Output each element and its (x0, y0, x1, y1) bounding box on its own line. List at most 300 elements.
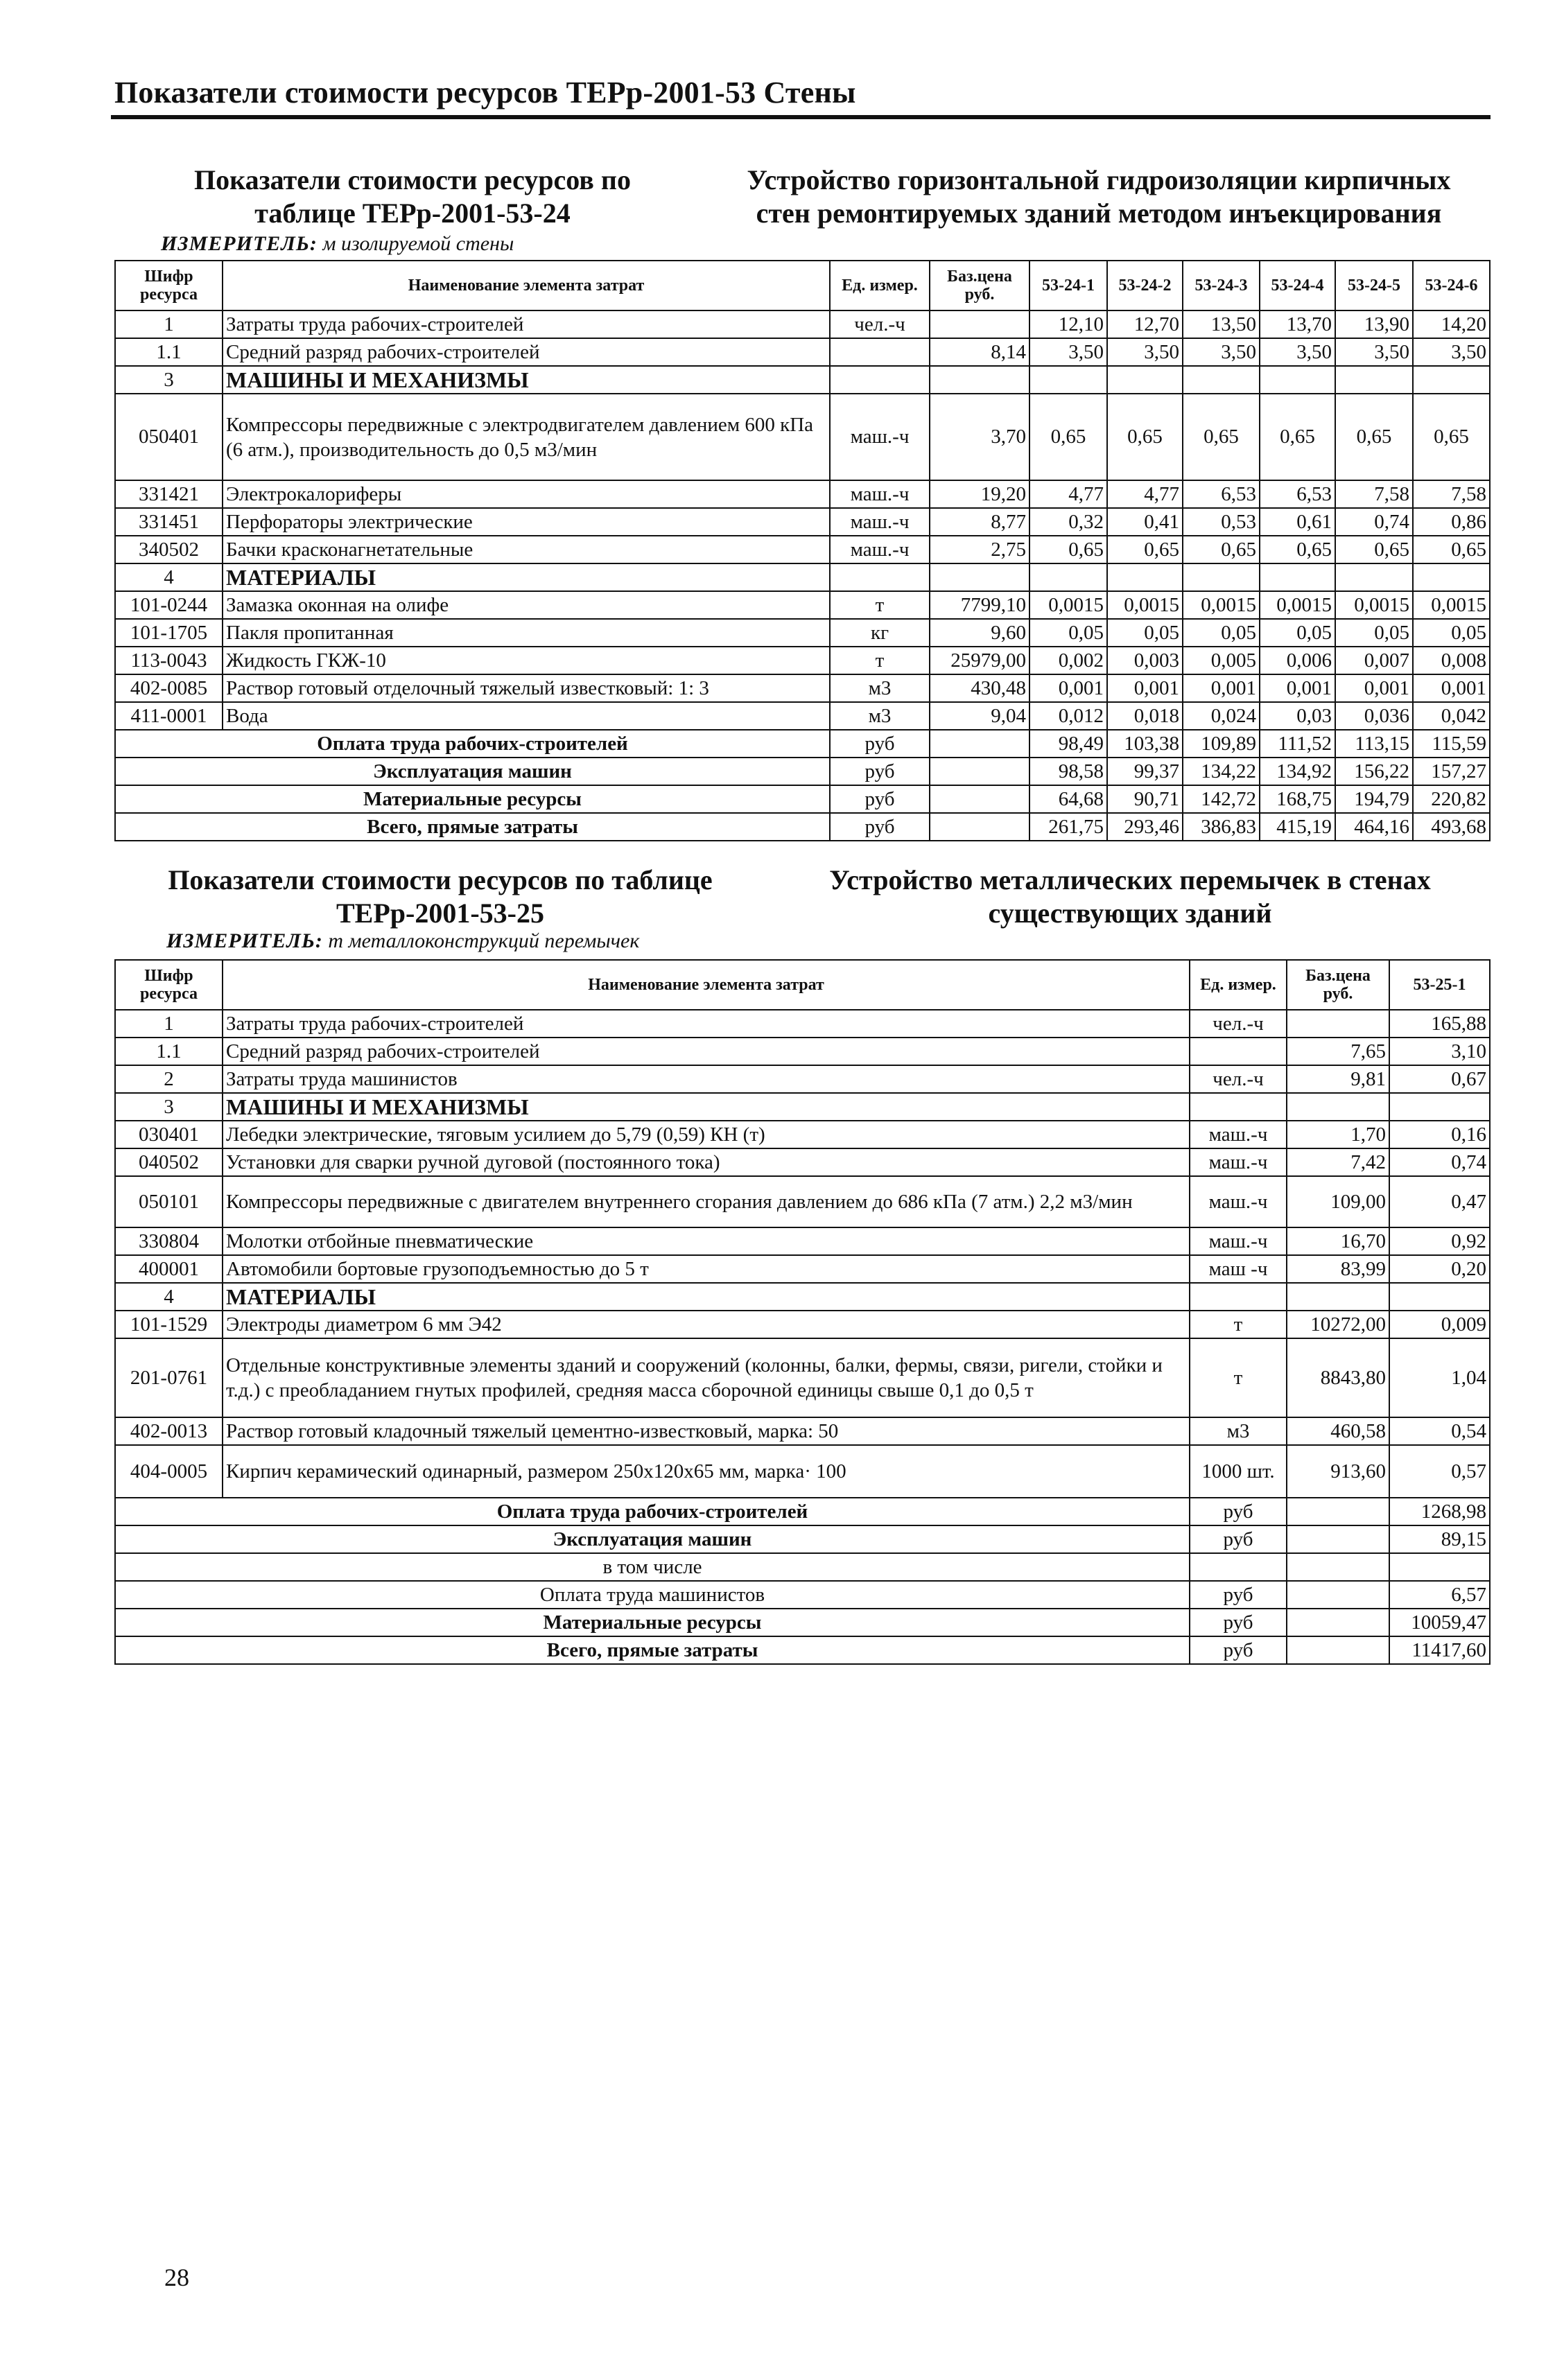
unit-cell (1190, 1553, 1287, 1581)
base-price: 9,04 (930, 702, 1029, 730)
table2-row (115, 1445, 1490, 1498)
empty-cell (1413, 563, 1490, 591)
empty-cell (1287, 1283, 1389, 1311)
section1-title-right-line1: Устройство горизонтальной гидроизоляции кирпичных (747, 164, 1451, 195)
base-price: 7,42 (1287, 1148, 1389, 1176)
section2-title-left-line1: Показатели стоимости ресурсов по таблице (168, 864, 713, 895)
value-53-24-4: 111,52 (1260, 730, 1335, 758)
value-53-24-5: 7,58 (1335, 480, 1413, 508)
table2-summary-row (115, 1525, 1490, 1553)
value-53-24-2: 0,65 (1107, 394, 1183, 480)
table2-col-price: Баз.цена руб. (1287, 960, 1389, 1010)
summary-label: Материальные ресурсы (115, 1609, 1190, 1636)
base-price: 16,70 (1287, 1227, 1389, 1255)
resource-name: Отдельные конструктивные элементы зданий и сооружений (колонны, балки, фермы, связи, ригели, стойки и т.д.) с преобладанием гнутых профилей, средняя масса сборочной единицы свыше 0,1 до 0,5 т (223, 1338, 1190, 1417)
value-53-25-1: 6,57 (1389, 1581, 1490, 1609)
section2-measure (166, 929, 639, 953)
table2-row (115, 1176, 1490, 1227)
value-53-24-3: 6,53 (1183, 480, 1260, 508)
resource-code: 101-1705 (115, 619, 223, 647)
value-53-25-1: 11417,60 (1389, 1636, 1490, 1664)
resource-code: 330804 (115, 1227, 223, 1255)
value-53-25-1: 0,16 (1389, 1121, 1490, 1148)
resource-code: 1 (115, 310, 223, 338)
empty-cell (1190, 1283, 1287, 1311)
resource-code: 411-0001 (115, 702, 223, 730)
base-price (1287, 1609, 1389, 1636)
base-price (1287, 1553, 1389, 1581)
section1-measure (161, 232, 514, 256)
value-53-24-6: 0,05 (1413, 619, 1490, 647)
value-53-24-1: 0,0015 (1029, 591, 1107, 619)
table1-row (115, 647, 1490, 674)
summary-label: Материальные ресурсы (115, 785, 830, 813)
unit-cell: руб (1190, 1636, 1287, 1664)
resource-name: Раствор готовый кладочный тяжелый цементно-известковый, марка: 50 (223, 1417, 1190, 1445)
table2-row (115, 1553, 1490, 1581)
value-53-24-5: 113,15 (1335, 730, 1413, 758)
resource-code: 101-0244 (115, 591, 223, 619)
base-price: 913,60 (1287, 1445, 1389, 1498)
section1-title-right (700, 164, 1497, 230)
empty-cell (1190, 1093, 1287, 1121)
table1-col-53-24-4: 53-24-4 (1260, 261, 1335, 310)
table1-col-price: Баз.цена руб. (930, 261, 1029, 310)
base-price (1287, 1525, 1389, 1553)
base-price: 430,48 (930, 674, 1029, 702)
resource-name: Жидкость ГКЖ-10 (223, 647, 830, 674)
table2-summary-row (115, 1609, 1490, 1636)
empty-cell (1029, 366, 1107, 394)
value-53-24-4: 0,61 (1260, 508, 1335, 536)
resource-code: 2 (115, 1065, 223, 1093)
table2-row (115, 1417, 1490, 1445)
summary-label: Всего, прямые затраты (115, 813, 830, 841)
table1-summary-row (115, 758, 1490, 785)
base-price: 3,70 (930, 394, 1029, 480)
value-53-24-3: 0,001 (1183, 674, 1260, 702)
empty-cell (830, 563, 930, 591)
value-53-24-1: 3,50 (1029, 338, 1107, 366)
table2-section-row (115, 1093, 1490, 1121)
table2-col-unit: Ед. измер. (1190, 960, 1287, 1010)
value-53-24-5: 0,65 (1335, 536, 1413, 563)
value-53-24-5: 0,05 (1335, 619, 1413, 647)
empty-cell (930, 730, 1029, 758)
resource-name: Компрессоры передвижные с электродвигателем давлением 600 кПа (6 атм.), производительность до 0,5 м3/мин (223, 394, 830, 480)
resource-name: Электроды диаметром 6 мм Э42 (223, 1311, 1190, 1338)
value-53-25-1: 0,009 (1389, 1311, 1490, 1338)
value-53-24-1: 98,58 (1029, 758, 1107, 785)
value-53-24-3: 0,65 (1183, 394, 1260, 480)
resource-code: 113-0043 (115, 647, 223, 674)
section1-title-left-line1: Показатели стоимости ресурсов по (194, 164, 631, 195)
resource-code: 4 (115, 563, 223, 591)
resource-name: Бачки красконагнетательные (223, 536, 830, 563)
empty-cell (1287, 1093, 1389, 1121)
table1-row (115, 508, 1490, 536)
value-53-24-2: 12,70 (1107, 310, 1183, 338)
value-53-24-2: 0,05 (1107, 619, 1183, 647)
empty-cell (1107, 563, 1183, 591)
summary-label: Эксплуатация машин (115, 758, 830, 785)
value-53-24-3: 109,89 (1183, 730, 1260, 758)
base-price: 9,81 (1287, 1065, 1389, 1093)
resource-table-53-24 (114, 260, 1491, 841)
resource-code: 3 (115, 366, 223, 394)
value-53-24-3: 0,65 (1183, 536, 1260, 563)
value-53-24-2: 0,41 (1107, 508, 1183, 536)
value-53-24-6: 220,82 (1413, 785, 1490, 813)
section1-measure-value: м изолируемой стены (322, 232, 514, 255)
table2-row (115, 1065, 1490, 1093)
value-53-24-3: 0,024 (1183, 702, 1260, 730)
value-53-24-3: 3,50 (1183, 338, 1260, 366)
empty-cell (1029, 563, 1107, 591)
table1-section-row (115, 366, 1490, 394)
value-53-24-6: 0,008 (1413, 647, 1490, 674)
resource-code: 201-0761 (115, 1338, 223, 1417)
unit-cell: кг (830, 619, 930, 647)
value-53-24-6: 0,65 (1413, 536, 1490, 563)
section2-title-left (121, 864, 759, 930)
table1-col-code: Шифр ресурса (115, 261, 223, 310)
unit-cell: чел.-ч (1190, 1065, 1287, 1093)
value-53-25-1: 1,04 (1389, 1338, 1490, 1417)
unit-cell (1190, 1038, 1287, 1065)
summary-label: Всего, прямые затраты (115, 1636, 1190, 1664)
table2-row (115, 1148, 1490, 1176)
value-53-24-4: 13,70 (1260, 310, 1335, 338)
resource-name: Перфораторы электрические (223, 508, 830, 536)
value-53-24-6: 0,65 (1413, 394, 1490, 480)
table1-col-53-24-6: 53-24-6 (1413, 261, 1490, 310)
value-53-25-1: 89,15 (1389, 1525, 1490, 1553)
table1-col-53-24-5: 53-24-5 (1335, 261, 1413, 310)
unit-cell: маш.-ч (1190, 1121, 1287, 1148)
unit-cell: руб (830, 730, 930, 758)
base-price (1287, 1498, 1389, 1525)
unit-cell: маш.-ч (830, 480, 930, 508)
value-53-24-6: 14,20 (1413, 310, 1490, 338)
resource-code: 402-0013 (115, 1417, 223, 1445)
resource-name: Установки для сварки ручной дуговой (постоянного тока) (223, 1148, 1190, 1176)
summary-label: Эксплуатация машин (115, 1525, 1190, 1553)
resource-name: Затраты труда машинистов (223, 1065, 1190, 1093)
unit-cell (830, 338, 930, 366)
page-number: 28 (164, 2264, 189, 2291)
table2-section-row (115, 1283, 1490, 1311)
value-53-25-1: 0,54 (1389, 1417, 1490, 1445)
value-53-24-2: 0,003 (1107, 647, 1183, 674)
empty-cell (930, 785, 1029, 813)
value-53-24-5: 0,0015 (1335, 591, 1413, 619)
table2-summary-row (115, 1636, 1490, 1664)
unit-cell: руб (1190, 1525, 1287, 1553)
unit-cell: руб (1190, 1581, 1287, 1609)
value-53-24-2: 90,71 (1107, 785, 1183, 813)
resource-name: Лебедки электрические, тяговым усилием до 5,79 (0,59) КН (т) (223, 1121, 1190, 1148)
empty-cell (1335, 366, 1413, 394)
value-53-24-2: 103,38 (1107, 730, 1183, 758)
value-53-25-1: 0,57 (1389, 1445, 1490, 1498)
value-53-24-6: 0,001 (1413, 674, 1490, 702)
unit-cell: руб (1190, 1498, 1287, 1525)
unit-cell: руб (1190, 1609, 1287, 1636)
value-53-24-4: 0,001 (1260, 674, 1335, 702)
value-53-24-2: 0,018 (1107, 702, 1183, 730)
unit-cell: т (830, 647, 930, 674)
value-53-24-3: 13,50 (1183, 310, 1260, 338)
summary-label: Оплата труда рабочих-строителей (115, 1498, 1190, 1525)
resource-code: 1.1 (115, 1038, 223, 1065)
table2-row (115, 1255, 1490, 1283)
value-53-25-1: 165,88 (1389, 1010, 1490, 1038)
base-price: 460,58 (1287, 1417, 1389, 1445)
unit-cell: т (830, 591, 930, 619)
value-53-24-6: 0,0015 (1413, 591, 1490, 619)
resource-code: 404-0005 (115, 1445, 223, 1498)
unit-cell: маш -ч (1190, 1255, 1287, 1283)
base-price: 1,70 (1287, 1121, 1389, 1148)
empty-cell (1389, 1283, 1490, 1311)
value-53-24-3: 142,72 (1183, 785, 1260, 813)
value-53-24-1: 0,002 (1029, 647, 1107, 674)
value-53-25-1: 0,74 (1389, 1148, 1490, 1176)
section-heading: МАТЕРИАЛЫ (223, 1283, 1190, 1311)
table1-row (115, 536, 1490, 563)
base-price: 8,77 (930, 508, 1029, 536)
value-53-24-3: 0,0015 (1183, 591, 1260, 619)
section-heading: МАТЕРИАЛЫ (223, 563, 830, 591)
value-53-24-1: 12,10 (1029, 310, 1107, 338)
empty-cell (1260, 563, 1335, 591)
section-heading: МАШИНЫ И МЕХАНИЗМЫ (223, 366, 830, 394)
unit-cell: руб (830, 813, 930, 841)
value-53-24-5: 3,50 (1335, 338, 1413, 366)
value-53-24-5: 13,90 (1335, 310, 1413, 338)
unit-cell: м3 (830, 702, 930, 730)
section-heading: МАШИНЫ И МЕХАНИЗМЫ (223, 1093, 1190, 1121)
base-price (1287, 1581, 1389, 1609)
table1-row (115, 394, 1490, 480)
resource-code: 400001 (115, 1255, 223, 1283)
table1-row (115, 591, 1490, 619)
value-53-24-4: 134,92 (1260, 758, 1335, 785)
value-53-24-6: 7,58 (1413, 480, 1490, 508)
resource-code: 331421 (115, 480, 223, 508)
section1-measure-label: ИЗМЕРИТЕЛЬ: (161, 232, 318, 255)
section2-title-right-line1: Устройство металлических перемычек в стенах (829, 864, 1431, 895)
base-price: 83,99 (1287, 1255, 1389, 1283)
resource-code: 1 (115, 1010, 223, 1038)
resource-code: 050101 (115, 1176, 223, 1227)
note-label: Оплата труда машинистов (115, 1581, 1190, 1609)
table1-header-row (115, 261, 1490, 310)
table1-row (115, 674, 1490, 702)
empty-cell (930, 813, 1029, 841)
value-53-24-2: 3,50 (1107, 338, 1183, 366)
table2-col-code: Шифр ресурса (115, 960, 223, 1010)
unit-cell: м3 (830, 674, 930, 702)
summary-label: Оплата труда рабочих-строителей (115, 730, 830, 758)
value-53-24-4: 6,53 (1260, 480, 1335, 508)
resource-name: Вода (223, 702, 830, 730)
section2-measure-value: т металлоконструкций перемычек (328, 929, 640, 952)
table2-row (115, 1227, 1490, 1255)
resource-code: 030401 (115, 1121, 223, 1148)
value-53-24-5: 0,001 (1335, 674, 1413, 702)
resource-name: Пакля пропитанная (223, 619, 830, 647)
value-53-24-3: 0,53 (1183, 508, 1260, 536)
table1-row (115, 310, 1490, 338)
table2-row (115, 1311, 1490, 1338)
value-53-25-1: 10059,47 (1389, 1609, 1490, 1636)
header-rule (111, 115, 1491, 119)
value-53-24-1: 0,001 (1029, 674, 1107, 702)
resource-code: 331451 (115, 508, 223, 536)
value-53-24-2: 0,001 (1107, 674, 1183, 702)
value-53-24-1: 98,49 (1029, 730, 1107, 758)
section2-title-left-line2: ТЕРр-2001-53-25 (336, 898, 544, 929)
unit-cell: руб (830, 758, 930, 785)
base-price (1287, 1010, 1389, 1038)
base-price: 9,60 (930, 619, 1029, 647)
base-price: 10272,00 (1287, 1311, 1389, 1338)
table1-col-53-24-2: 53-24-2 (1107, 261, 1183, 310)
value-53-24-3: 0,005 (1183, 647, 1260, 674)
value-53-24-4: 3,50 (1260, 338, 1335, 366)
table1-row (115, 619, 1490, 647)
unit-cell: маш.-ч (830, 536, 930, 563)
unit-cell: чел.-ч (1190, 1010, 1287, 1038)
running-header: Показатели стоимости ресурсов ТЕРр-2001-53 Стены (114, 76, 856, 110)
value-53-24-5: 464,16 (1335, 813, 1413, 841)
value-53-24-6: 0,042 (1413, 702, 1490, 730)
value-53-24-6: 3,50 (1413, 338, 1490, 366)
unit-cell: т (1190, 1338, 1287, 1417)
resource-name: Замазка оконная на олифе (223, 591, 830, 619)
section1-title-right-line2: стен ремонтируемых зданий методом инъекцирования (756, 198, 1442, 229)
value-53-25-1: 0,47 (1389, 1176, 1490, 1227)
table2-row (115, 1338, 1490, 1417)
table2-row (115, 1581, 1490, 1609)
table1-row (115, 338, 1490, 366)
value-53-24-6: 0,86 (1413, 508, 1490, 536)
table2-col-53-25-1: 53-25-1 (1389, 960, 1490, 1010)
unit-cell: руб (830, 785, 930, 813)
empty-cell (930, 563, 1029, 591)
resource-name: Средний разряд рабочих-строителей (223, 338, 830, 366)
base-price: 25979,00 (930, 647, 1029, 674)
value-53-24-1: 0,012 (1029, 702, 1107, 730)
value-53-24-6: 493,68 (1413, 813, 1490, 841)
value-53-25-1: 0,20 (1389, 1255, 1490, 1283)
resource-code: 1.1 (115, 338, 223, 366)
value-53-24-1: 0,65 (1029, 394, 1107, 480)
value-53-25-1 (1389, 1553, 1490, 1581)
table2-header-row (115, 960, 1490, 1010)
resource-name: Кирпич керамический одинарный, размером 250х120х65 мм, марка· 100 (223, 1445, 1190, 1498)
value-53-24-1: 4,77 (1029, 480, 1107, 508)
resource-name: Молотки отбойные пневматические (223, 1227, 1190, 1255)
value-53-25-1: 1268,98 (1389, 1498, 1490, 1525)
section2-measure-label: ИЗМЕРИТЕЛЬ: (166, 929, 323, 952)
empty-cell (1335, 563, 1413, 591)
base-price: 8843,80 (1287, 1338, 1389, 1417)
value-53-24-4: 168,75 (1260, 785, 1335, 813)
value-53-24-1: 64,68 (1029, 785, 1107, 813)
value-53-24-2: 0,65 (1107, 536, 1183, 563)
empty-cell (1413, 366, 1490, 394)
resource-name: Компрессоры передвижные с двигателем внутреннего сгорания давлением до 686 кПа (7 атм.) 2,2 м3/мин (223, 1176, 1190, 1227)
unit-cell: чел.-ч (830, 310, 930, 338)
table2-row (115, 1038, 1490, 1065)
table1-col-53-24-1: 53-24-1 (1029, 261, 1107, 310)
resource-table-53-25 (114, 959, 1491, 1665)
section2-title-right (783, 864, 1477, 930)
resource-code: 040502 (115, 1148, 223, 1176)
table1-col-unit: Ед. измер. (830, 261, 930, 310)
empty-cell (1260, 366, 1335, 394)
unit-cell: маш.-ч (1190, 1176, 1287, 1227)
base-price (930, 310, 1029, 338)
empty-cell (1107, 366, 1183, 394)
value-53-24-5: 156,22 (1335, 758, 1413, 785)
value-53-24-4: 0,05 (1260, 619, 1335, 647)
base-price: 7799,10 (930, 591, 1029, 619)
unit-cell: м3 (1190, 1417, 1287, 1445)
value-53-25-1: 3,10 (1389, 1038, 1490, 1065)
value-53-24-5: 194,79 (1335, 785, 1413, 813)
base-price: 19,20 (930, 480, 1029, 508)
empty-cell (930, 758, 1029, 785)
resource-code: 4 (115, 1283, 223, 1311)
value-53-24-4: 0,006 (1260, 647, 1335, 674)
value-53-25-1: 0,92 (1389, 1227, 1490, 1255)
resource-code: 3 (115, 1093, 223, 1121)
value-53-24-5: 0,007 (1335, 647, 1413, 674)
empty-cell (930, 366, 1029, 394)
value-53-24-5: 0,74 (1335, 508, 1413, 536)
unit-cell: маш.-ч (830, 394, 930, 480)
resource-code: 050401 (115, 394, 223, 480)
value-53-24-5: 0,036 (1335, 702, 1413, 730)
value-53-24-2: 99,37 (1107, 758, 1183, 785)
empty-cell (830, 366, 930, 394)
value-53-24-1: 261,75 (1029, 813, 1107, 841)
resource-code: 101-1529 (115, 1311, 223, 1338)
value-53-24-6: 115,59 (1413, 730, 1490, 758)
value-53-24-2: 293,46 (1107, 813, 1183, 841)
section2-title-right-line2: существующих зданий (988, 898, 1272, 929)
value-53-24-2: 0,0015 (1107, 591, 1183, 619)
resource-name: Средний разряд рабочих-строителей (223, 1038, 1190, 1065)
value-53-25-1: 0,67 (1389, 1065, 1490, 1093)
table1-summary-row (115, 813, 1490, 841)
value-53-24-4: 0,65 (1260, 394, 1335, 480)
table1-row (115, 702, 1490, 730)
unit-cell: т (1190, 1311, 1287, 1338)
value-53-24-1: 0,65 (1029, 536, 1107, 563)
section1-title-left (170, 164, 655, 230)
note-label: в том числе (115, 1553, 1190, 1581)
value-53-24-6: 157,27 (1413, 758, 1490, 785)
empty-cell (1183, 563, 1260, 591)
base-price: 8,14 (930, 338, 1029, 366)
resource-name: Затраты труда рабочих-строителей (223, 310, 830, 338)
value-53-24-3: 386,83 (1183, 813, 1260, 841)
